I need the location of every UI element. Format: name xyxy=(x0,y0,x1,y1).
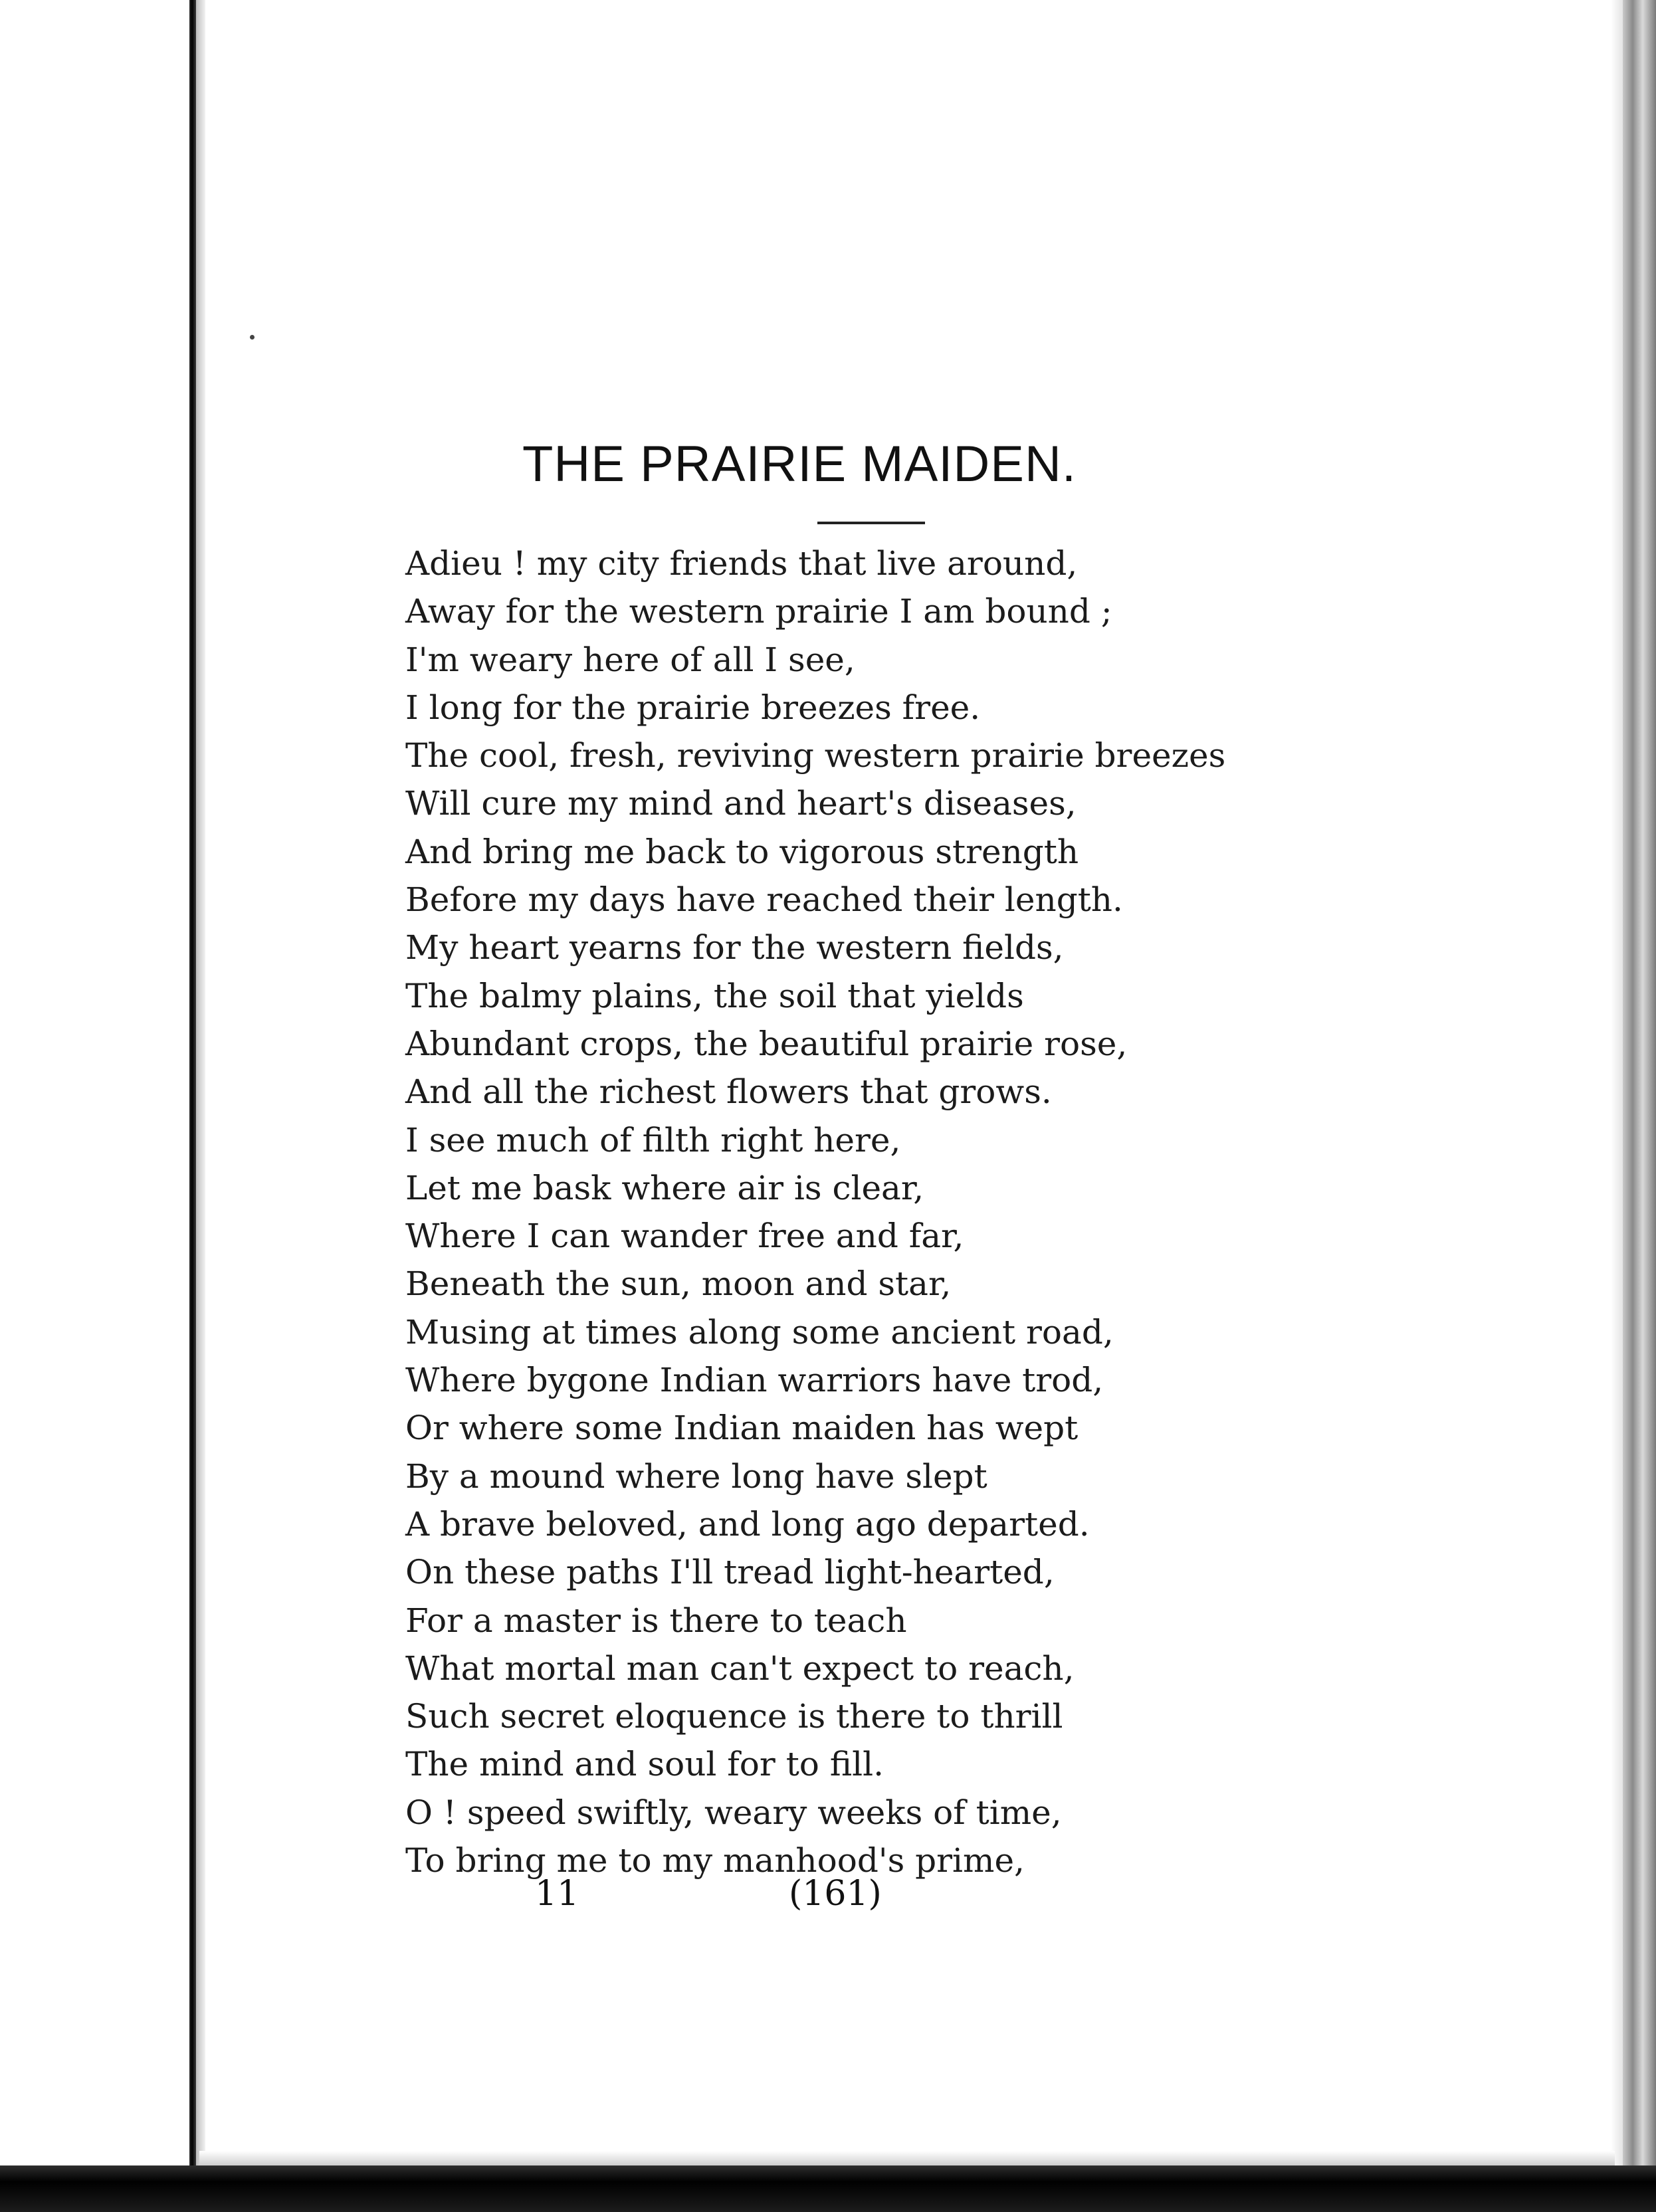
right-page-shadow xyxy=(1611,0,1623,2212)
gutter-shadow xyxy=(196,0,205,2212)
poem-line: O ! speed swiftly, weary weeks of time, xyxy=(405,1793,1062,1832)
poem-line: Where bygone Indian warriors have trod, xyxy=(405,1361,1104,1400)
left-margin xyxy=(0,0,199,2212)
page-number: (161) xyxy=(789,1874,882,1914)
poem-line: The mind and soul for to fill. xyxy=(405,1745,884,1784)
poem-line: Let me bask where air is clear, xyxy=(405,1168,924,1207)
poem-line: On these paths I'll tread light-hearted, xyxy=(405,1553,1055,1592)
poem-line: Or where some Indian maiden has wept xyxy=(405,1409,1079,1448)
poem-line: Before my days have reached their length. xyxy=(405,880,1123,920)
poem-line: And all the richest flowers that grows. xyxy=(405,1072,1052,1112)
poem-line: Such secret eloquence is there to thrill xyxy=(405,1697,1063,1736)
poem-body xyxy=(405,540,1495,1884)
paper-speck xyxy=(250,335,255,340)
book-spine-edge xyxy=(189,0,196,2212)
poem-line: And bring me back to vigorous strength xyxy=(405,832,1079,871)
poem-line: For a master is there to teach xyxy=(405,1601,907,1640)
poem-title: THE PRAIRIE MAIDEN. xyxy=(522,436,1077,492)
poem-line: Away for the western prairie I am bound ; xyxy=(405,592,1112,631)
poem-line: Abundant crops, the beautiful prairie rose, xyxy=(405,1024,1128,1063)
poem-line: I see much of filth right here, xyxy=(405,1120,901,1159)
poem-line: Musing at times along some ancient road, xyxy=(405,1312,1114,1352)
poem-line: What mortal man can't expect to reach, xyxy=(405,1649,1075,1688)
poem-line: Adieu ! my city friends that live around, xyxy=(405,544,1078,583)
signature-mark: 11 xyxy=(535,1874,579,1914)
title-rule xyxy=(817,522,925,524)
bottom-page-shadow xyxy=(199,2151,1615,2165)
poem-line: The balmy plains, the soil that yields xyxy=(405,976,1024,1015)
poem-line: Beneath the sun, moon and star, xyxy=(405,1264,952,1304)
poem-line: My heart yearns for the western fields, xyxy=(405,928,1064,967)
poem-line: A brave beloved, and long ago departed. xyxy=(405,1504,1090,1544)
poem-line: To bring me to my manhood's prime, xyxy=(405,1841,1025,1880)
poem-line: The cool, fresh, reviving western prairie breezes xyxy=(405,736,1226,775)
poem-line: I'm weary here of all I see, xyxy=(405,640,855,679)
bottom-book-edge xyxy=(0,2165,1656,2212)
poem-line: By a mound where long have slept xyxy=(405,1457,987,1496)
poem-line: I long for the prairie breezes free. xyxy=(405,688,981,727)
poem-line: Where I can wander free and far, xyxy=(405,1217,964,1256)
poem-line: Will cure my mind and heart's diseases, xyxy=(405,784,1077,823)
page-stack-edge xyxy=(1623,0,1656,2212)
